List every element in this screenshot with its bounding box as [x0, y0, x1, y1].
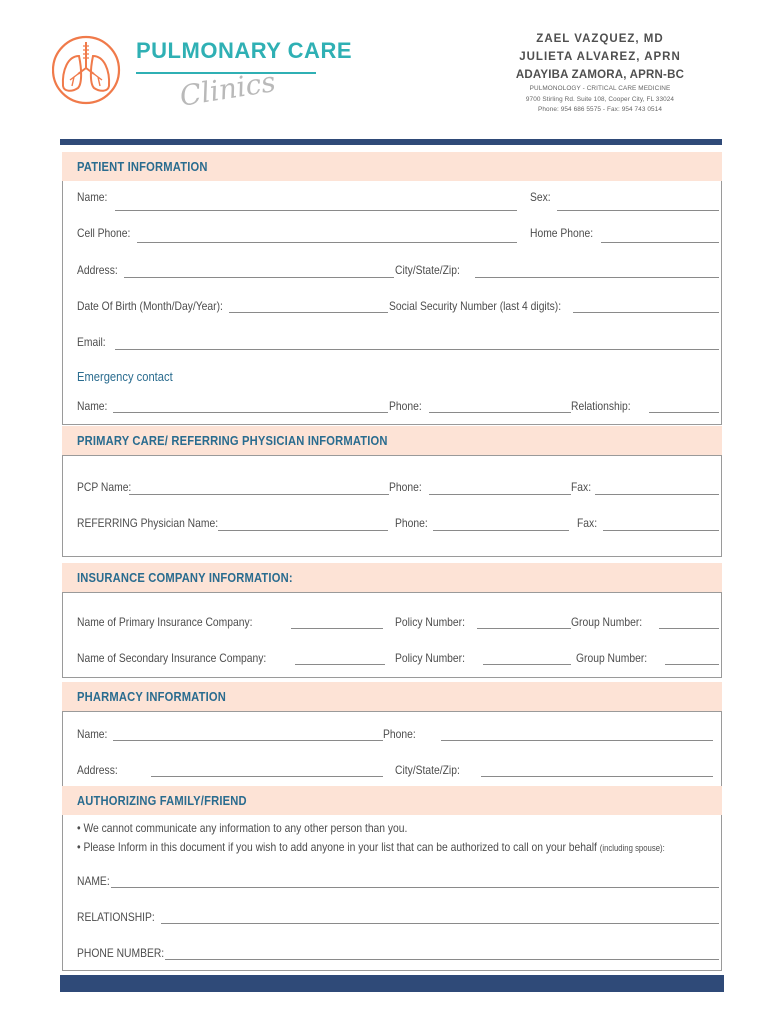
secondary-group-input-line[interactable]: [665, 664, 719, 665]
field-label-ssn: Social Security Number (last 4 digits):: [389, 299, 562, 313]
section-body-patient: [62, 181, 722, 425]
section-title: PRIMARY CARE/ REFERRING PHYSICIAN INFORMATION: [77, 433, 388, 448]
field-label-home-phone: Home Phone:: [530, 226, 594, 240]
secondary-policy-input-line[interactable]: [483, 664, 571, 665]
auth-phone-input-line[interactable]: [165, 959, 719, 960]
field-label-referring-phone: Phone:: [395, 516, 428, 530]
field-label-email: Email:: [77, 335, 106, 349]
section-body-insurance: [62, 592, 722, 678]
field-label-referring-fax: Fax:: [577, 516, 598, 530]
field-label-secondary-insurance: Name of Secondary Insurance Company:: [77, 651, 267, 665]
cell-phone-input-line[interactable]: [137, 242, 517, 243]
practitioner-block: [480, 30, 720, 116]
field-label-pharmacy-name: Name:: [77, 727, 108, 741]
footer-bar: [60, 975, 724, 992]
section-body-pharmacy: [62, 711, 722, 787]
primary-group-input-line[interactable]: [659, 628, 719, 629]
field-label-pharmacy-phone: Phone:: [383, 727, 416, 741]
primary-policy-input-line[interactable]: [477, 628, 571, 629]
lungs-icon: [52, 34, 124, 106]
field-label-pcp-phone: Phone:: [389, 480, 422, 494]
field-label-pcp-fax: Fax:: [571, 480, 592, 494]
section-header-physician: [62, 426, 722, 455]
pcp-name-input-line[interactable]: [129, 494, 389, 495]
auth-relationship-input-line[interactable]: [161, 923, 719, 924]
header-divider-bar: [60, 139, 722, 145]
section-title: INSURANCE COMPANY INFORMATION:: [77, 570, 293, 585]
brand-subtitle: Clinics: [177, 65, 278, 113]
section-body-authorizing: [62, 815, 722, 971]
field-label-dob: Date Of Birth (Month/Day/Year):: [77, 299, 223, 313]
pcp-phone-input-line[interactable]: [429, 494, 571, 495]
primary-insurance-input-line[interactable]: [291, 628, 383, 629]
field-label-sex: Sex:: [530, 190, 551, 204]
field-label-ec-name: Name:: [77, 399, 108, 413]
field-label-primary-group: Group Number:: [571, 615, 643, 629]
referring-name-input-line[interactable]: [218, 530, 388, 531]
field-label-cell-phone: Cell Phone:: [77, 226, 131, 240]
ec-relationship-input-line[interactable]: [649, 412, 719, 413]
authorization-notice-2: [77, 840, 665, 855]
section-header-authorizing: [62, 786, 722, 815]
field-label-pharmacy-address: Address:: [77, 763, 118, 777]
field-label-auth-phone: PHONE NUMBER:: [77, 946, 165, 960]
address-input-line[interactable]: [124, 277, 394, 278]
field-label-secondary-group: Group Number:: [576, 651, 648, 665]
referring-fax-input-line[interactable]: [603, 530, 719, 531]
field-label-primary-policy: Policy Number:: [395, 615, 465, 629]
pcp-fax-input-line[interactable]: [595, 494, 719, 495]
section-header-patient: [62, 152, 722, 181]
field-label-secondary-policy: Policy Number:: [395, 651, 465, 665]
specialty-text: PULMONOLOGY - CRITICAL CARE MEDICINE: [529, 85, 671, 92]
field-label-ec-relationship: Relationship:: [571, 399, 631, 413]
pharmacy-city-input-line[interactable]: [481, 776, 713, 777]
ec-name-input-line[interactable]: [113, 412, 388, 413]
field-label-name: Name:: [77, 190, 108, 204]
pharmacy-phone-input-line[interactable]: [441, 740, 713, 741]
ec-phone-input-line[interactable]: [429, 412, 571, 413]
doctor-name-2: JULIETA ALVAREZ, APRN: [519, 51, 681, 63]
field-label-address: Address:: [77, 263, 118, 277]
secondary-insurance-input-line[interactable]: [295, 664, 385, 665]
emergency-contact-heading: Emergency contact: [77, 369, 173, 384]
field-label-pharmacy-city: City/State/Zip:: [395, 763, 460, 777]
section-title: AUTHORIZING FAMILY/FRIEND: [77, 793, 247, 808]
email-input-line[interactable]: [115, 349, 719, 350]
field-label-primary-insurance: Name of Primary Insurance Company:: [77, 615, 253, 629]
section-header-insurance: [62, 563, 722, 592]
city-state-zip-input-line[interactable]: [475, 277, 719, 278]
section-body-physician: [62, 455, 722, 557]
clinic-logo: [52, 34, 353, 116]
section-title: PATIENT INFORMATION: [77, 159, 208, 174]
name-input-line[interactable]: [115, 210, 517, 211]
authorization-notice-2-text: • Please Inform in this document if you wish to add anyone in your list that can be authorized to call on your behalf: [77, 840, 597, 854]
field-label-auth-relationship: RELATIONSHIP:: [77, 910, 155, 924]
sex-input-line[interactable]: [557, 210, 719, 211]
dob-input-line[interactable]: [229, 312, 388, 313]
pharmacy-name-input-line[interactable]: [113, 740, 383, 741]
clinic-contact: Phone: 954 686 5575 - Fax: 954 743 0514: [538, 106, 662, 113]
home-phone-input-line[interactable]: [601, 242, 719, 243]
auth-name-input-line[interactable]: [111, 887, 719, 888]
doctor-name-1: ZAEL VAZQUEZ, MD: [536, 33, 664, 45]
field-label-auth-name: NAME:: [77, 874, 110, 888]
field-label-city-state-zip: City/State/Zip:: [395, 263, 460, 277]
section-header-pharmacy: [62, 682, 722, 711]
field-label-referring-name: REFERRING Physician Name:: [77, 516, 219, 530]
pharmacy-address-input-line[interactable]: [151, 776, 383, 777]
brand-title: PULMONARY CARE: [136, 38, 353, 63]
authorization-notice-1: • We cannot communicate any information to any other person than you.: [77, 821, 408, 835]
field-label-ec-phone: Phone:: [389, 399, 422, 413]
referring-phone-input-line[interactable]: [433, 530, 569, 531]
section-title: PHARMACY INFORMATION: [77, 689, 226, 704]
clinic-address: 9700 Stirling Rd. Suite 108, Cooper City, FL 33024: [525, 95, 675, 103]
field-label-pcp-name: PCP Name:: [77, 480, 132, 494]
doctor-name-3: ADAYIBA ZAMORA, APRN-BC: [515, 69, 685, 81]
authorization-notice-2-note: (including spouse):: [599, 843, 665, 853]
ssn-input-line[interactable]: [573, 312, 719, 313]
